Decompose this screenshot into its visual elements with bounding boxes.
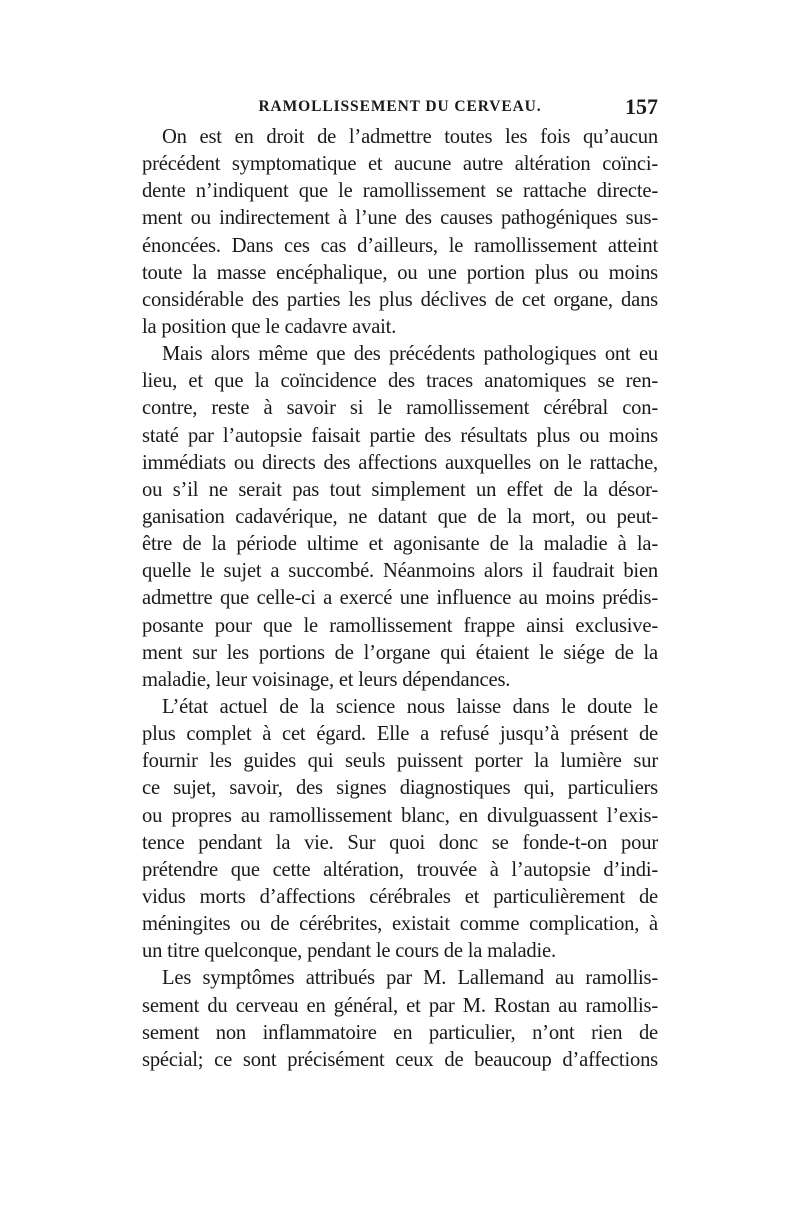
text-line: L’état actuel de la science nous laisse dans le doute le [162,695,658,718]
text-line: précédent symptomatique et aucune autre altération coïnci- [142,153,658,176]
text-line: toute la masse encéphalique, ou une portion plus ou moins [142,261,658,284]
text-line: énoncées. Dans ces cas d’ailleurs, le ramollissement atteint [142,234,658,257]
running-head [142,94,658,124]
text-line: ce sujet, savoir, des signes diagnostiques qui, particuliers [142,777,658,800]
text-line: ou s’il ne serait pas tout simplement un effet de la désor- [142,478,658,501]
running-title: RAMOLLISSEMENT DU CERVEAU. [258,98,542,115]
text-line: On est en droit de l’admettre toutes les fois qu’aucun [162,126,658,148]
text-line: ou propres au ramollissement blanc, en divulguassent l’exis- [142,804,658,827]
text-line: sement non inflammatoire en particulier, n’ont rien de [142,1021,658,1044]
page-number: 157 [625,94,658,119]
text-line: sement du cerveau en général, et par M. Rostan au ramollis- [142,994,658,1017]
text-line: considérable des parties les plus déclives de cet organe, dans [142,288,658,311]
text-line: ment sur les portions de l’organe qui étaient le siége de la [142,641,658,664]
text-line: posante pour que le ramollissement frappe ainsi exclusive- [142,614,658,637]
text-line: quelle le sujet a succombé. Néanmoins alors il faudrait bien [142,560,658,583]
text-line: lieu, et que la coïncidence des traces anatomiques se ren- [142,370,658,393]
text-line: immédiats ou directs des affections auxquelles on le rattache, [142,451,658,474]
text-line: être de la période ultime et agonisante de la maladie à la- [142,533,658,556]
text-line: plus complet à cet égard. Elle a refusé jusqu’à présent de [142,723,658,746]
text-line: staté par l’autopsie faisait partie des résultats plus ou moins [142,424,658,447]
text-line: contre, reste à savoir si le ramollissement cérébral con- [142,397,658,420]
text-line: tence pendant la vie. Sur quoi donc se fonde-t-on pour [142,831,658,854]
text-line: un titre quelconque, pendant le cours de la maladie. [142,940,556,963]
text-line: Les symptômes attribués par M. Lallemand au ramollis- [162,967,658,990]
text-line: ment ou indirectement à l’une des causes pathogéniques sus- [142,207,658,230]
body-text [142,124,658,1074]
text-line: méningites ou de cérébrites, existait comme complication, à [142,913,658,936]
text-line: la position que le cadavre avait. [142,315,397,338]
text-line: vidus morts d’affections cérébrales et particulièrement de [142,885,658,908]
text-line: ganisation cadavérique, ne datant que de la mort, ou peut- [142,505,658,528]
text-line: maladie, leur voisinage, et leurs dépendances. [142,668,511,691]
text-line: spécial; ce sont précisément ceux de beaucoup d’affections [142,1048,658,1071]
text-line: prétendre que cette altération, trouvée à l’autopsie d’indi- [142,858,658,881]
text-line: Mais alors même que des précédents pathologiques ont eu [162,343,658,366]
text-line: fournir les guides qui seuls puissent porter la lumière sur [142,750,658,773]
text-line: admettre que celle-ci a exercé une influence au moins prédis- [142,587,658,610]
text-line: dente n’indiquent que le ramollissement se rattache directe- [142,180,658,203]
